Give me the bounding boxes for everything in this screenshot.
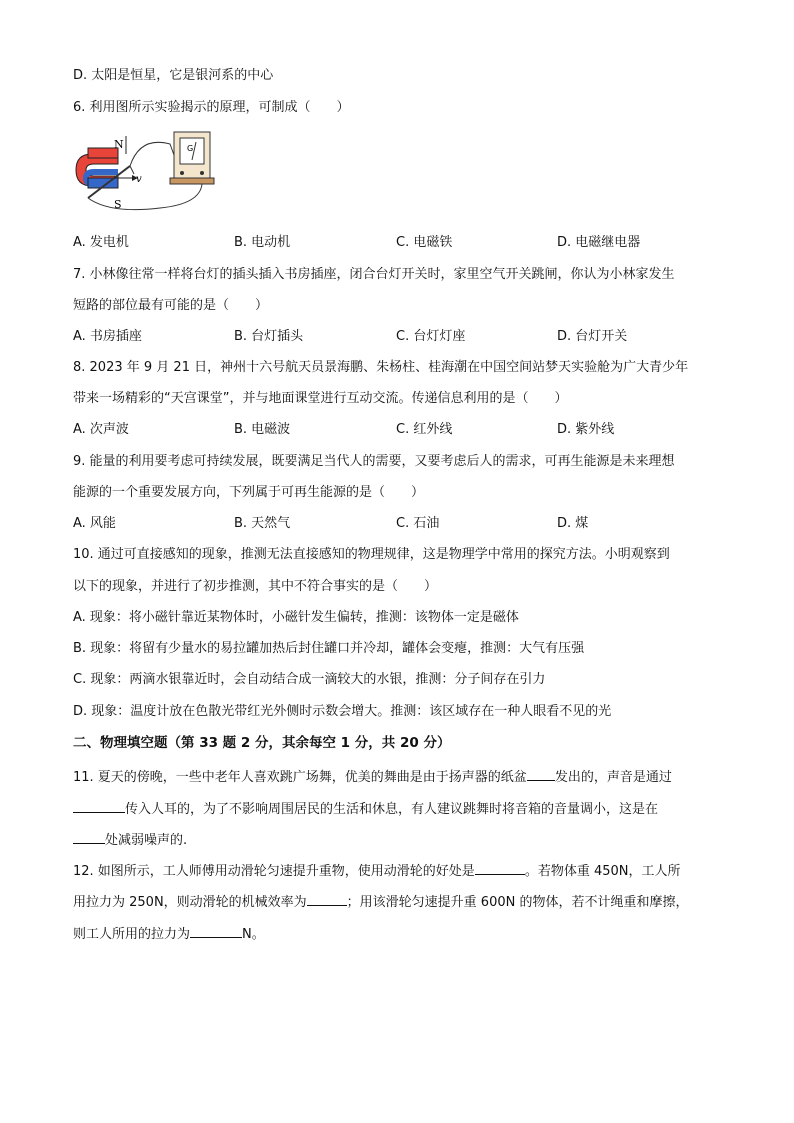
q9-option-b[interactable]: B. 天然气 [234, 516, 291, 531]
q11-line2 [73, 799, 658, 817]
q11-text-2b: 传入人耳的，为了不影响周围居民的生活和休息，有人建议跳舞时将音箱的音量调小，这是在 [125, 802, 659, 817]
q8-option-b[interactable]: B. 电磁波 [234, 422, 291, 437]
q9-option-a[interactable]: A. 风能 [73, 516, 116, 531]
q8-option-c[interactable]: C. 红外线 [396, 422, 453, 437]
q10-option-d[interactable]: D. 现象：温度计放在色散光带红光外侧时示数会增大。推测：该区域存在一种人眼看不见的光 [73, 704, 612, 719]
label-s: S [114, 198, 122, 211]
galvanometer-icon [170, 132, 214, 184]
q12-text-2b: ；用该滑轮匀速提升重 600N 的物体，若不计绳重和摩擦， [346, 895, 689, 910]
q11-blank-2[interactable] [73, 799, 125, 813]
q6-option-d[interactable]: D. 电磁继电器 [557, 235, 641, 250]
label-v: v [136, 174, 142, 185]
q10-stem-line1: 10. 通过可直接感知的现象，推测无法直接感知的物理规律，这是物理学中常用的探究方法。小明观察到 [73, 547, 670, 562]
q12-text-1a: 12. 如图所示，工人师傅用动滑轮匀速提升重物，使用动滑轮的好处是 [73, 864, 475, 879]
q12-text-3b: N。 [242, 927, 265, 942]
q12-line2 [73, 892, 688, 910]
q9-option-d[interactable]: D. 煤 [557, 516, 589, 531]
q7-option-c[interactable]: C. 台灯灯座 [396, 329, 466, 344]
section-2-title: 二、物理填空题（第 33 题 2 分，其余每空 1 分，共 20 分） [73, 735, 451, 751]
q12-text-1b: 。若物体重 450N，工人所 [524, 864, 681, 879]
q12-text-3a: 则工人所用的拉力为 [73, 927, 191, 942]
q10-option-b[interactable]: B. 现象：将留有少量水的易拉罐加热后封住罐口并冷却，罐体会变瘪，推测：大气有压强 [73, 641, 585, 656]
q8-option-a[interactable]: A. 次声波 [73, 422, 129, 437]
q11-blank-3[interactable] [73, 830, 105, 844]
u-magnet-icon [76, 148, 118, 188]
q6-option-a[interactable]: A. 发电机 [73, 235, 129, 250]
q6-option-c[interactable]: C. 电磁铁 [396, 235, 453, 250]
q10-option-c[interactable]: C. 现象：两滴水银靠近时，会自动结合成一滴较大的水银，推测：分子间存在引力 [73, 672, 546, 687]
q11-text-1b: 发出的，声音是通过 [554, 770, 672, 785]
q10-stem-line2: 以下的现象，并进行了初步推测，其中不符合事实的是（ ） [73, 579, 438, 594]
q11-text-3b: 处减弱噪声的. [105, 833, 188, 848]
q11-blank-1[interactable] [527, 767, 555, 781]
q5-option-d: D. 太阳是恒星，它是银河系的中心 [73, 68, 274, 83]
q7-option-b[interactable]: B. 台灯插头 [234, 329, 304, 344]
q9-stem-line1: 9. 能量的利用要考虑可持续发展，既要满足当代人的需要，又要考虑后人的需求，可再生能源是未来理想 [73, 454, 675, 469]
q12-line3 [73, 924, 265, 942]
q9-option-c[interactable]: C. 石油 [396, 516, 440, 531]
q11-text-1a: 11. 夏天的傍晚，一些中老年人喜欢跳广场舞，优美的舞曲是由于扬声器的纸盆 [73, 770, 527, 785]
q12-blank-3[interactable] [190, 924, 242, 938]
q12-text-2a: 用拉力为 250N，则动滑轮的机械效率为 [73, 895, 307, 910]
q7-option-d[interactable]: D. 台灯开关 [557, 329, 628, 344]
label-n: N [114, 138, 124, 151]
q12-blank-1[interactable] [475, 861, 525, 875]
q9-stem-line2: 能源的一个重要发展方向，下列属于可再生能源的是（ ） [73, 485, 425, 500]
q12-blank-2[interactable] [307, 892, 347, 906]
q10-option-a[interactable]: A. 现象：将小磁针靠近某物体时，小磁针发生偏转，推测：该物体一定是磁体 [73, 610, 519, 625]
q7-option-a[interactable]: A. 书房插座 [73, 329, 142, 344]
q8-stem-line2: 带来一场精彩的“天宫课堂”，并与地面课堂进行互动交流。传递信息利用的是（ ） [73, 391, 568, 406]
q7-stem-line2: 短路的部位最有可能的是（ ） [73, 298, 269, 313]
electromagnetic-experiment-figure [70, 126, 220, 214]
q6-option-b[interactable]: B. 电动机 [234, 235, 291, 250]
q8-option-d[interactable]: D. 紫外线 [557, 422, 615, 437]
q12-line1 [73, 861, 680, 879]
q8-stem-line1: 8. 2023 年 9 月 21 日，神州十六号航天员景海鹏、朱杨柱、桂海潮在中国空间站梦天实验舱为广大青少年 [73, 360, 689, 375]
q11-line1 [73, 767, 672, 785]
label-g: G [187, 144, 194, 153]
q7-stem-line1: 7. 小林像往常一样将台灯的插头插入书房插座，闭合台灯开关时，家里空气开关跳闸，你认为小林家发生 [73, 267, 675, 282]
q6-stem: 6. 利用图所示实验揭示的原理，可制成（ ） [73, 100, 350, 115]
q11-line3 [73, 830, 187, 848]
wire-top [130, 142, 178, 166]
